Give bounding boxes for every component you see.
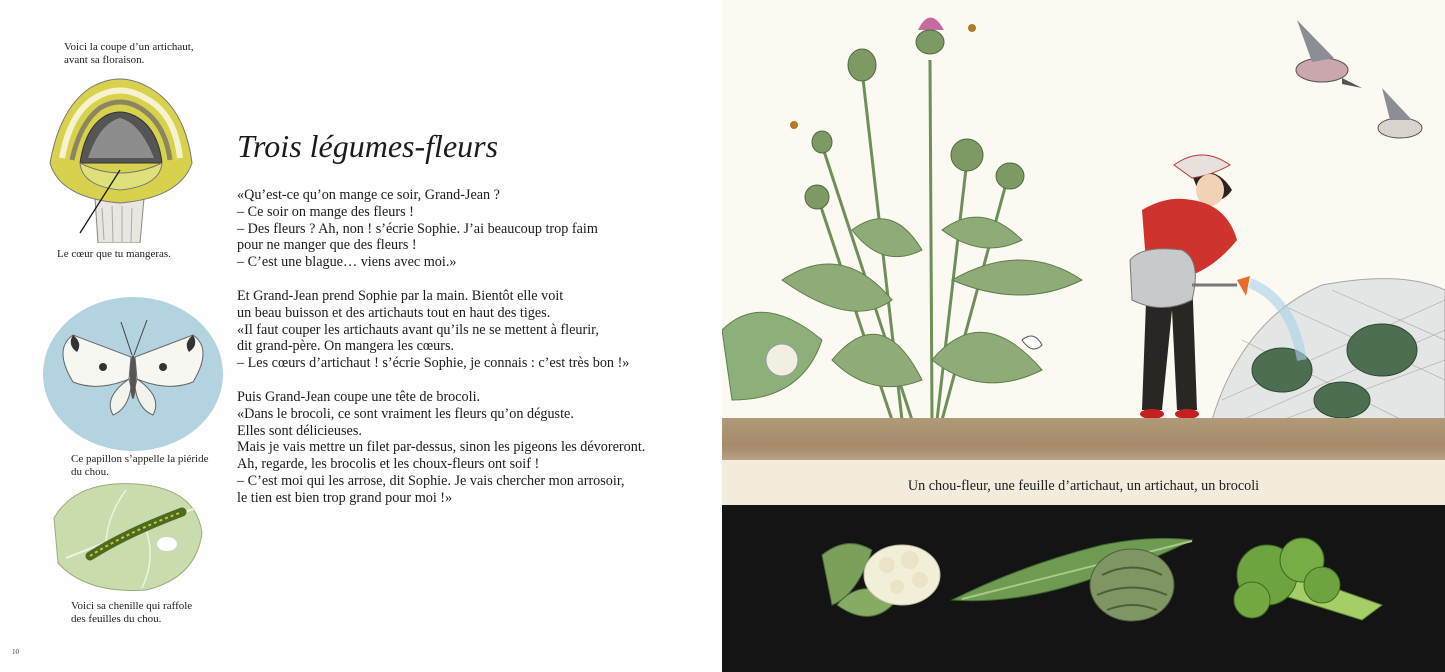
right-page [722,0,1445,672]
cabbage-white-butterfly-illustration [43,297,223,452]
caterpillar-on-leaf-illustration [46,478,204,594]
vegetable-strip [722,505,1445,672]
vegetables-row-illustration [722,505,1445,672]
artichoke-cut-caption: Voici la coupe d’un artichaut, avant sa floraison. [64,41,194,66]
caterpillar-caption: Voici sa chenille qui raffole des feuilles du chou. [71,600,193,625]
heart-caption: Le cœur que tu mangeras. [57,248,171,260]
vegetables-caption: Un chou-fleur, une feuille d’artichaut, un artichaut, un brocoli [907,478,1260,494]
garden-scene-illustration [722,0,1445,460]
artichoke-cross-section-illustration [40,68,200,243]
left-page [0,0,722,672]
paragraph-3: Puis Grand-Jean coupe une tête de brocoli. «Dans le brocoli, ce sont vraiment les fleurs qu’on déguste. Elles sont délicieuses. Mais je vais mettre un filet par-dessus, sinon les pigeons les dévoreront. Ah, regarde, les brocolis et les choux-fleurs ont soif ! – C’est moi qui les arrose, dit Sophie. Je vais chercher mon arrosoir, le tien est bien trop grand pour moi !» [237,389,646,506]
page-title: Trois légumes-fleurs [237,128,499,164]
page-number: 10 [12,648,19,656]
paragraph-2: Et Grand-Jean prend Sophie par la main. Bientôt elle voit un beau buisson et des artichauts tout en haut des tiges. «Il faut couper les artichauts avant qu’ils ne se mettent à fleurir, dit grand-père. On mangera les cœurs. – Les cœurs d’artichaut ! s’écrie Sophie, je connais : c’est très bon !» [237,288,630,372]
butterfly-caption: Ce papillon s’appelle la piéride du chou. [71,453,209,478]
paragraph-1: «Qu’est-ce qu’on mange ce soir, Grand-Jean ? – Ce soir on mange des fleurs ! – Des fleurs ? Ah, non ! s’écrie Sophie. J’ai beaucoup trop faim pour ne manger que des fleurs ! – C’est une blague… viens avec moi.» [237,187,598,271]
